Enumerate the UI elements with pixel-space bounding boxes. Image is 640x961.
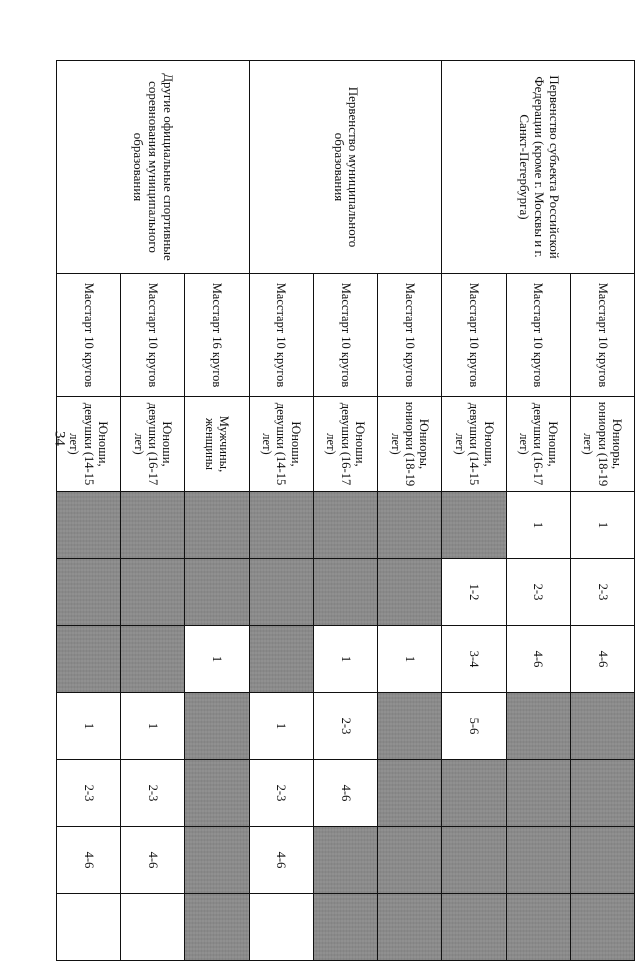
place-cell: 2-3	[506, 559, 570, 626]
shaded-cell	[506, 693, 570, 760]
place-cell: 1	[121, 693, 185, 760]
table-row	[378, 61, 442, 961]
shaded-cell	[121, 559, 185, 626]
place-cell: 1	[506, 492, 570, 559]
place-cell: 1	[185, 626, 249, 693]
shaded-cell	[570, 693, 634, 760]
discipline-cell: Масстарт 10 кругов	[442, 274, 506, 397]
shaded-cell	[185, 827, 249, 894]
place-cell: 4-6	[57, 827, 121, 894]
shaded-cell	[313, 827, 377, 894]
place-cell: 4-6	[121, 827, 185, 894]
shaded-cell	[121, 626, 185, 693]
age-group-cell: Юниоры, юниорки (18-19 лет)	[570, 397, 634, 492]
discipline-cell: Масстарт 10 кругов	[506, 274, 570, 397]
place-cell: 4-6	[313, 760, 377, 827]
age-group-cell: Мужчины, женщины	[185, 397, 249, 492]
shaded-cell	[378, 827, 442, 894]
place-cell	[57, 894, 121, 961]
shaded-cell	[378, 559, 442, 626]
event-name-cell: Первенство муниципального образования	[249, 61, 442, 274]
page-number: 34	[51, 431, 68, 446]
shaded-cell	[57, 559, 121, 626]
age-group-cell: Юноши, девушки (14-15 лет)	[249, 397, 313, 492]
age-group-cell: Юноши, девушки (14-15 лет)	[57, 397, 121, 492]
place-cell: 1	[378, 626, 442, 693]
shaded-cell	[570, 894, 634, 961]
shaded-cell	[249, 559, 313, 626]
place-cell: 5-6	[442, 693, 506, 760]
event-name-cell: Первенство субъекта Российской Федерации (кроме г. Москвы и г. Санкт-Петербурга)	[442, 61, 635, 274]
shaded-cell	[506, 827, 570, 894]
place-cell: 2-3	[121, 760, 185, 827]
table-row	[185, 61, 249, 961]
place-cell: 1	[570, 492, 634, 559]
place-cell	[121, 894, 185, 961]
rank-table-body	[57, 61, 635, 961]
place-cell: 2-3	[313, 693, 377, 760]
shaded-cell	[57, 492, 121, 559]
shaded-cell	[185, 760, 249, 827]
place-cell: 1	[249, 693, 313, 760]
rank-table-container	[56, 60, 635, 869]
shaded-cell	[313, 894, 377, 961]
shaded-cell	[378, 492, 442, 559]
age-group-cell: Юниоры, юниорки (18-19 лет)	[378, 397, 442, 492]
age-group-cell: Юноши, девушки (16-17 лет)	[121, 397, 185, 492]
shaded-cell	[378, 894, 442, 961]
shaded-cell	[570, 827, 634, 894]
discipline-cell: Масстарт 16 кругов	[185, 274, 249, 397]
place-cell: 4-6	[249, 827, 313, 894]
shaded-cell	[185, 693, 249, 760]
place-cell: 2-3	[249, 760, 313, 827]
shaded-cell	[442, 827, 506, 894]
discipline-cell: Масстарт 10 кругов	[378, 274, 442, 397]
age-group-cell: Юноши, девушки (14-15 лет)	[442, 397, 506, 492]
shaded-cell	[506, 894, 570, 961]
place-cell: 1	[313, 626, 377, 693]
discipline-cell: Масстарт 10 кругов	[57, 274, 121, 397]
shaded-cell	[442, 894, 506, 961]
discipline-cell: Масстарт 10 кругов	[570, 274, 634, 397]
shaded-cell	[506, 760, 570, 827]
event-name-cell: Другие официальные спортивные соревнования муниципального образования	[57, 61, 250, 274]
place-cell: 2-3	[570, 559, 634, 626]
shaded-cell	[249, 492, 313, 559]
place-cell: 4-6	[570, 626, 634, 693]
table-row	[570, 61, 634, 961]
place-cell: 1	[57, 693, 121, 760]
place-cell: 3-4	[442, 626, 506, 693]
shaded-cell	[313, 492, 377, 559]
shaded-cell	[570, 760, 634, 827]
shaded-cell	[185, 492, 249, 559]
place-cell: 1-2	[442, 559, 506, 626]
shaded-cell	[249, 626, 313, 693]
shaded-cell	[378, 693, 442, 760]
shaded-cell	[185, 559, 249, 626]
discipline-cell: Масстарт 10 кругов	[249, 274, 313, 397]
shaded-cell	[442, 492, 506, 559]
shaded-cell	[313, 559, 377, 626]
shaded-cell	[121, 492, 185, 559]
place-cell: 4-6	[506, 626, 570, 693]
place-cell	[249, 894, 313, 961]
shaded-cell	[57, 626, 121, 693]
age-group-cell: Юноши, девушки (16-17 лет)	[506, 397, 570, 492]
rank-table	[56, 60, 635, 961]
place-cell: 2-3	[57, 760, 121, 827]
shaded-cell	[378, 760, 442, 827]
discipline-cell: Масстарт 10 кругов	[313, 274, 377, 397]
discipline-cell: Масстарт 10 кругов	[121, 274, 185, 397]
shaded-cell	[442, 760, 506, 827]
shaded-cell	[185, 894, 249, 961]
age-group-cell: Юноши, девушки (16-17 лет)	[313, 397, 377, 492]
